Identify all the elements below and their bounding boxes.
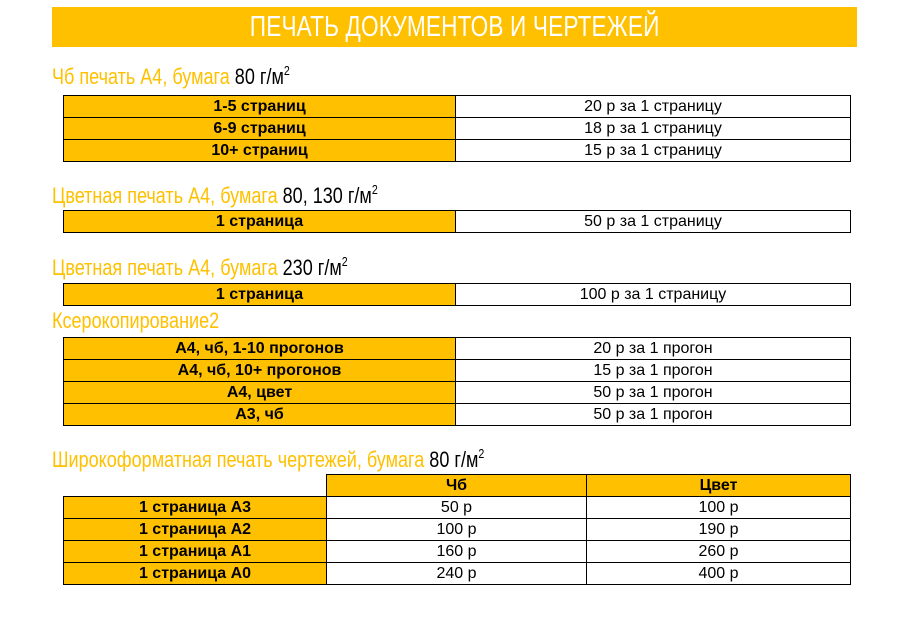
price-table-wide-format: [63, 474, 851, 585]
heading-superscript: 2: [478, 446, 485, 461]
heading-superscript: 2: [341, 254, 348, 269]
table-row: [64, 211, 851, 233]
page-title: ПЕЧАТЬ ДОКУМЕНТОВ И ЧЕРТЕЖЕЙ: [249, 10, 660, 43]
table-row: [64, 118, 851, 140]
row-price: 15 р за 1 страницу: [456, 140, 851, 162]
table-row: [64, 284, 851, 306]
section-heading-xerox: [52, 308, 219, 334]
section-heading-wide-format: [52, 446, 484, 473]
section-heading-color-230: [52, 254, 348, 281]
price-color: 260 р: [587, 541, 851, 563]
heading-text: Широкоформатная печать чертежей, бумага: [52, 447, 430, 472]
price-bw: 50 р: [327, 497, 587, 519]
table-row: [64, 519, 851, 541]
table-row: [64, 360, 851, 382]
row-price: 50 р за 1 прогон: [456, 382, 851, 404]
row-price: 20 р за 1 прогон: [456, 338, 851, 360]
row-price: 50 р за 1 страницу: [456, 211, 851, 233]
title-banner: [52, 7, 857, 47]
heading-superscript: 2: [371, 182, 378, 197]
row-label: 1 страница А1: [64, 541, 327, 563]
heading-paper: 230 г/м: [282, 255, 342, 280]
price-color: 100 р: [587, 497, 851, 519]
row-price: 15 р за 1 прогон: [456, 360, 851, 382]
row-label: 1-5 страниц: [64, 96, 456, 118]
heading-superscript: 2: [283, 63, 290, 78]
price-bw: 100 р: [327, 519, 587, 541]
table-row: [64, 338, 851, 360]
section-heading-color-80-130: [52, 182, 378, 209]
table-row: [64, 96, 851, 118]
price-table-xerox: [63, 337, 851, 426]
table-row: [64, 140, 851, 162]
row-label: 1 страница А0: [64, 563, 327, 585]
table-row: [64, 563, 851, 585]
row-price: 50 р за 1 прогон: [456, 404, 851, 426]
table-row: [64, 541, 851, 563]
table-header-row: [64, 475, 851, 497]
row-price: 100 р за 1 страницу: [456, 284, 851, 306]
table-row: [64, 497, 851, 519]
price-table-color-80-130: [63, 210, 851, 233]
row-label: А4, чб, 10+ прогонов: [64, 360, 456, 382]
heading-text: Цветная печать А4, бумага: [52, 183, 283, 208]
heading-text: Чб печать А4, бумага: [52, 64, 235, 89]
price-table-bw: [63, 95, 851, 162]
price-table-color-230: [63, 283, 851, 306]
row-label: А4, чб, 1-10 прогонов: [64, 338, 456, 360]
price-color: 190 р: [587, 519, 851, 541]
row-label: 6-9 страниц: [64, 118, 456, 140]
price-bw: 240 р: [327, 563, 587, 585]
row-label: А3, чб: [64, 404, 456, 426]
empty-corner-cell: [64, 475, 327, 497]
section-heading-bw: [52, 63, 290, 90]
row-label: 1 страница А2: [64, 519, 327, 541]
heading-paper: 80 г/м: [234, 64, 284, 89]
price-bw: 160 р: [327, 541, 587, 563]
row-label: 1 страница: [64, 211, 456, 233]
row-label: А4, цвет: [64, 382, 456, 404]
table-row: [64, 404, 851, 426]
heading-paper: 80, 130 г/м: [282, 183, 372, 208]
table-row: [64, 382, 851, 404]
heading-text: Ксерокопирование2: [52, 308, 220, 333]
price-color: 400 р: [587, 563, 851, 585]
row-label: 1 страница А3: [64, 497, 327, 519]
row-price: 18 р за 1 страницу: [456, 118, 851, 140]
column-header-color: Цвет: [587, 475, 851, 497]
row-label: 10+ страниц: [64, 140, 456, 162]
row-label: 1 страница: [64, 284, 456, 306]
heading-paper: 80 г/м: [429, 447, 479, 472]
heading-text: Цветная печать А4, бумага: [52, 255, 283, 280]
row-price: 20 р за 1 страницу: [456, 96, 851, 118]
column-header-bw: Чб: [327, 475, 587, 497]
